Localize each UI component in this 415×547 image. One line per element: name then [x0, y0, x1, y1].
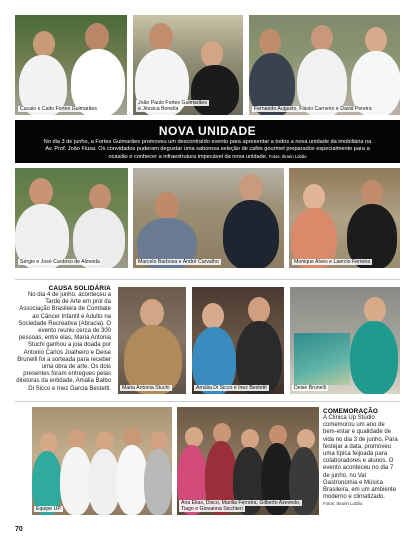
person-head — [40, 433, 58, 453]
person-body — [223, 200, 279, 268]
section-divider — [15, 401, 400, 402]
person-head — [33, 31, 55, 57]
section-divider — [15, 279, 400, 280]
person-head — [124, 427, 142, 447]
photo-monique-laercio — [289, 168, 400, 268]
photo-credit: Fotos: Ibrarin Lobão — [268, 154, 307, 159]
caption: Amália Di Sicco e Inez Bestetti — [196, 385, 267, 391]
photo-deise-brunelli — [290, 287, 400, 394]
person-body — [236, 321, 282, 394]
person-body — [191, 65, 239, 115]
caption-line-1: João Paulo Fortes Guimarães — [138, 100, 207, 106]
person-head — [201, 41, 223, 67]
comemoracao-text — [323, 408, 400, 506]
caption-line-2: Tiago e Giovanna Sicchieri — [181, 506, 243, 512]
person-head — [361, 180, 383, 206]
person-head — [365, 27, 387, 53]
person-head — [202, 303, 224, 329]
caption: Marcelo Barbosa e André Carvalho — [138, 259, 219, 265]
person-head — [96, 431, 114, 451]
banner-body — [15, 138, 400, 161]
caption: Cacaio e Caito Fortes Guimarães — [20, 106, 97, 112]
causa-solidaria-text — [15, 285, 111, 393]
caption: Deise Brunelli — [294, 385, 327, 391]
section-body: A Clínica Up Studio comemorou um ano de bem-estar e qualidade de vida no dia 3 de junho. Para festejar a data, promoveu uma típica feijoada para colaboradores e alunos. O evento aconteceu no dia 7 de junho, no Val Gastronomia e Música Brasileira, em um ambiente moderno e climatizado. — [323, 415, 398, 501]
person-body — [124, 325, 182, 394]
nova-unidade-banner — [15, 120, 400, 163]
caption: Sérgio e José Cardoso de Almeida — [20, 259, 100, 265]
artwork — [294, 333, 350, 385]
photo-amalia-inez — [192, 287, 284, 394]
person-head — [29, 178, 53, 206]
person-head — [155, 192, 179, 220]
person-head — [149, 23, 173, 51]
person-head — [303, 184, 325, 210]
photo-ana-elias-group — [177, 407, 319, 515]
photo-cacaio-caito — [15, 15, 127, 115]
person-head — [213, 423, 231, 443]
person-head — [248, 297, 270, 323]
person-head — [185, 427, 203, 447]
photo-equipe-up — [32, 407, 172, 515]
person-head — [239, 174, 263, 202]
section-body: No dia 4 de junho, aconteceu a Tarde de Arte em prol da Associação Brasileira de Combate ao Câncer Infantil e Adulto na Sociedade Recreativa (Abracia). O evento reuniu cerca de 300 pessoas, entre elas, Maria Antonia Stuchi ganhou a joia doada por Antonio Carlos Joalheiro e Deise Brunelli foi a sorteada para receber uma obra de arte. Os dois presentes foram entregues pelas diretoras da entidade, Amália Balbo Di Sicco e Inez Garcia Bestetti. — [16, 292, 111, 392]
caption: Monique Alves e Laercio Ferreira — [294, 259, 371, 265]
photo-maria-antonia — [118, 287, 186, 394]
person-head — [241, 429, 259, 449]
person-head — [269, 425, 287, 445]
person-head — [150, 431, 168, 451]
caption-line-1: Ana Elias, Disco, Marilia Ferreira, Gilberto Azevedo, — [181, 500, 301, 506]
caption: Equipe UP — [36, 506, 61, 512]
person-head — [85, 23, 109, 51]
photo-marcelo-andre — [133, 168, 284, 268]
photo-joao-paulo-jessica — [133, 15, 243, 115]
person-body — [350, 321, 398, 394]
page-number: 70 — [15, 526, 23, 533]
photo-fernando-flavio-david — [249, 15, 400, 115]
person-body — [144, 449, 172, 515]
person-head — [89, 184, 111, 210]
person-head — [297, 429, 315, 449]
person-body — [192, 327, 236, 394]
caption-line-2: e Jéssica Bonella — [138, 106, 179, 112]
banner-text: No dia 3 de junho, a Fortes Guimarães promoveu um descontraído evento para apresentar a todos a nova unidade da imobiliária na Av. Prof. João Fiusa. Os convidados puderam degustar uma saborosa seleção de cafés gourmet preparados especialmente para a ocasião e conhecer a infraestrutura impecável da nova unidade. — [43, 139, 372, 160]
caption: Fernando Augusto, Flávio Carneiro e David Pereira — [254, 106, 372, 112]
person-head — [364, 297, 386, 323]
person-head — [259, 29, 281, 55]
section-title: CAUSA SOLIDÁRIA — [48, 285, 111, 292]
person-head — [140, 299, 164, 327]
photo-sergio-jose — [15, 168, 128, 268]
person-head — [68, 429, 86, 449]
caption: Maria Antonia Stuchi — [122, 385, 170, 391]
person-head — [311, 25, 333, 51]
section-title: COMEMORAÇÃO — [323, 408, 379, 415]
photo-credit: Fotos: Ibrarin Lobão — [323, 501, 363, 507]
banner-title: NOVA UNIDADE — [158, 124, 257, 138]
